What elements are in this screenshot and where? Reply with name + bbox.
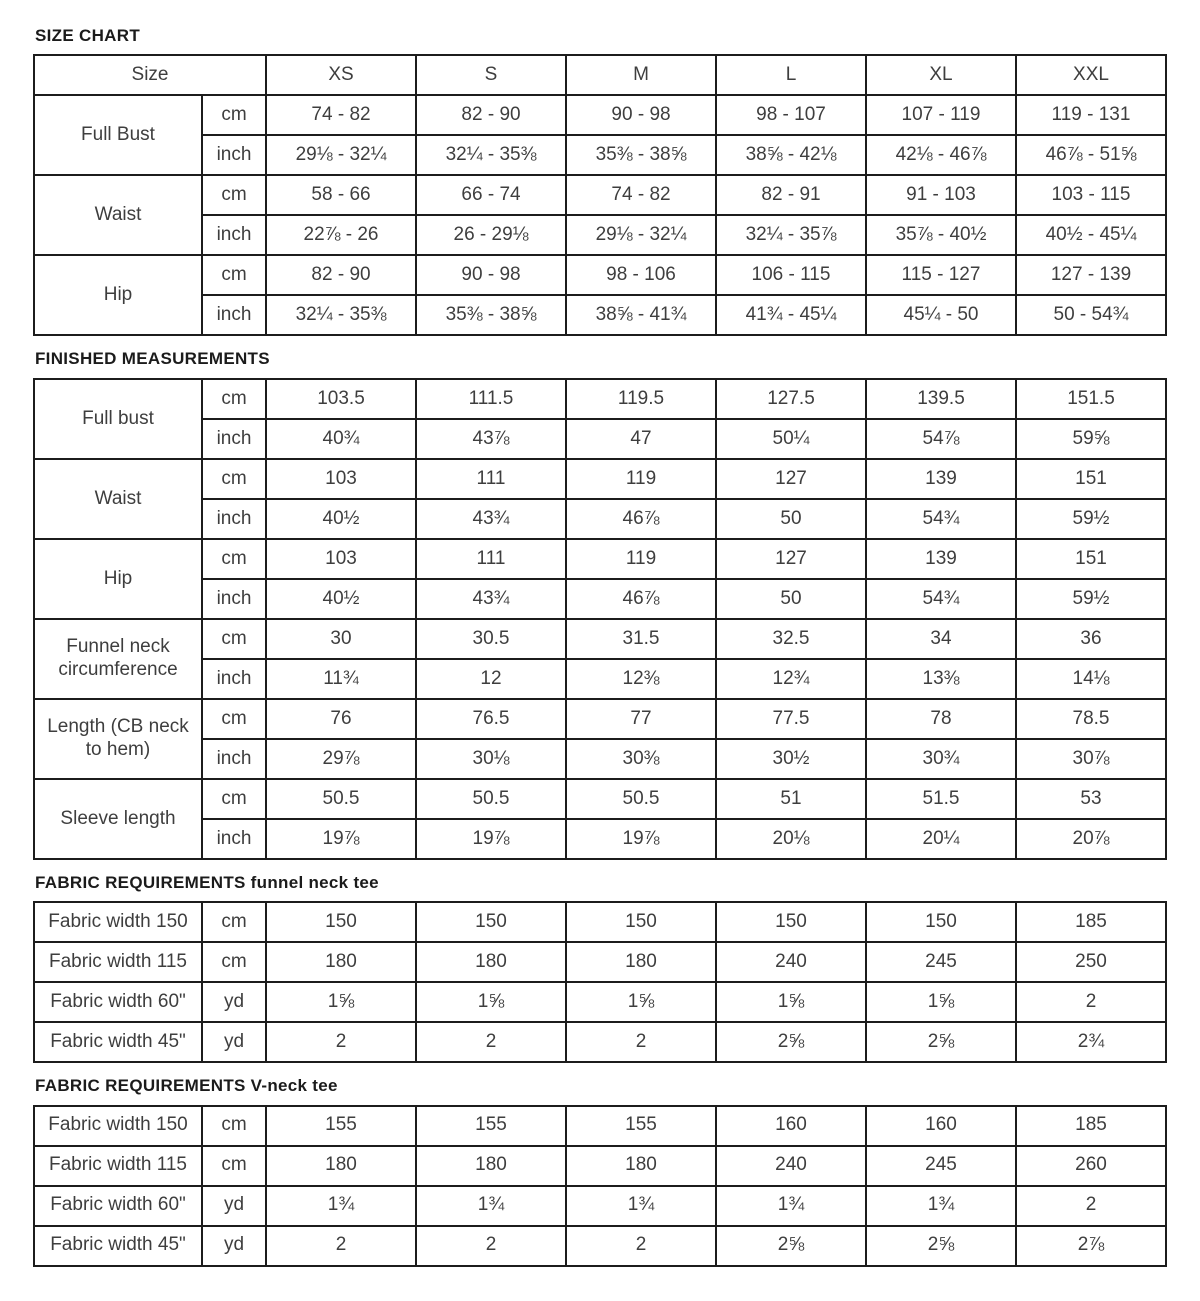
measurement-value: 50.5	[416, 779, 566, 819]
fabric-amount-value: 150	[416, 902, 566, 942]
unit-label: cm	[202, 1106, 266, 1146]
measurement-value: 45¼ - 50	[866, 295, 1016, 335]
fabric-amount-value: 155	[416, 1106, 566, 1146]
measurement-value: 90 - 98	[566, 95, 716, 135]
fabric-amount-value: 150	[866, 902, 1016, 942]
measurement-value: 51	[716, 779, 866, 819]
measurement-value: 35⅜ - 38⅝	[566, 135, 716, 175]
table-row	[34, 819, 1166, 859]
fabric-amount-value: 250	[1016, 942, 1166, 982]
measurement-value: 29⅛ - 32¼	[566, 215, 716, 255]
fabric-amount-value: 185	[1016, 902, 1166, 942]
measurement-value: 13⅜	[866, 659, 1016, 699]
measurement-value: 50	[716, 499, 866, 539]
measurement-value: 32¼ - 35⅜	[416, 135, 566, 175]
measurement-value: 29⅞	[266, 739, 416, 779]
measurement-value: 32¼ - 35⅜	[266, 295, 416, 335]
measurement-value: 31.5	[566, 619, 716, 659]
measurement-value: 139	[866, 539, 1016, 579]
measurement-value: 127 - 139	[1016, 255, 1166, 295]
measurement-value: 12¾	[716, 659, 866, 699]
measurement-value: 59½	[1016, 579, 1166, 619]
measurement-value: 35⅜ - 38⅝	[416, 295, 566, 335]
measurement-value: 54¾	[866, 579, 1016, 619]
unit-label: inch	[202, 215, 266, 255]
measurement-value: 30⅜	[566, 739, 716, 779]
section-size-chart	[33, 26, 1167, 336]
measurement-value: 50.5	[266, 779, 416, 819]
measurement-value: 119	[566, 539, 716, 579]
unit-label: inch	[202, 579, 266, 619]
fabric-amount-value: 1¾	[566, 1186, 716, 1226]
measurement-value: 43¾	[416, 579, 566, 619]
measurement-value: 59½	[1016, 499, 1166, 539]
measurement-value: 41¾ - 45¼	[716, 295, 866, 335]
measurement-value: 77.5	[716, 699, 866, 739]
fabric-amount-value: 150	[566, 902, 716, 942]
measurement-value: 19⅞	[416, 819, 566, 859]
measurement-value: 40¾	[266, 419, 416, 459]
size-column-header: XS	[266, 55, 416, 95]
table-row	[34, 739, 1166, 779]
section-finished-measurements	[33, 349, 1167, 859]
measurement-label: Hip	[34, 539, 202, 619]
fabric-amount-value: 155	[266, 1106, 416, 1146]
measurement-value: 50¼	[716, 419, 866, 459]
fabric-amount-value: 2	[1016, 1186, 1166, 1226]
measurement-value: 74 - 82	[266, 95, 416, 135]
fabric-amount-value: 2	[416, 1226, 566, 1266]
fabric-amount-value: 180	[566, 1146, 716, 1186]
measurement-value: 119 - 131	[1016, 95, 1166, 135]
fabric-amount-value: 245	[866, 1146, 1016, 1186]
table-row	[34, 659, 1166, 699]
unit-label: cm	[202, 699, 266, 739]
measurement-value: 59⅝	[1016, 419, 1166, 459]
section-fabric-requirements-vneck	[33, 1076, 1167, 1266]
measurement-value: 115 - 127	[866, 255, 1016, 295]
fabric-amount-value: 2⅝	[716, 1022, 866, 1062]
measurement-value: 30⅛	[416, 739, 566, 779]
measurement-label: Waist	[34, 175, 202, 255]
unit-label: yd	[202, 982, 266, 1022]
measurement-value: 127	[716, 459, 866, 499]
fabric-amount-value: 2	[1016, 982, 1166, 1022]
fabric-requirements-funnel-table	[33, 901, 1167, 1063]
table-row	[34, 215, 1166, 255]
fabric-requirements-vneck-table	[33, 1105, 1167, 1267]
measurement-value: 98 - 107	[716, 95, 866, 135]
measurement-value: 40½	[266, 499, 416, 539]
size-chart-table	[33, 54, 1167, 336]
table-row	[34, 1146, 1166, 1186]
unit-label: inch	[202, 659, 266, 699]
measurement-value: 82 - 90	[266, 255, 416, 295]
fabric-amount-value: 150	[266, 902, 416, 942]
measurement-value: 119	[566, 459, 716, 499]
unit-label: inch	[202, 295, 266, 335]
measurement-value: 42⅛ - 46⅞	[866, 135, 1016, 175]
table-row	[34, 1022, 1166, 1062]
measurement-value: 76	[266, 699, 416, 739]
measurement-value: 43¾	[416, 499, 566, 539]
measurement-value: 38⅝ - 41¾	[566, 295, 716, 335]
size-column-header: M	[566, 55, 716, 95]
measurement-label: Sleeve length	[34, 779, 202, 859]
measurement-value: 77	[566, 699, 716, 739]
fabric-amount-value: 185	[1016, 1106, 1166, 1146]
measurement-value: 82 - 91	[716, 175, 866, 215]
unit-label: cm	[202, 175, 266, 215]
table-row	[34, 1106, 1166, 1146]
fabric-width-label: Fabric width 150	[34, 902, 202, 942]
measurement-value: 32.5	[716, 619, 866, 659]
measurement-value: 119.5	[566, 379, 716, 419]
measurement-value: 139.5	[866, 379, 1016, 419]
measurement-value: 50	[716, 579, 866, 619]
measurement-value: 43⅞	[416, 419, 566, 459]
fabric-amount-value: 2¾	[1016, 1022, 1166, 1062]
fabric-amount-value: 180	[416, 1146, 566, 1186]
unit-label: inch	[202, 419, 266, 459]
measurement-value: 66 - 74	[416, 175, 566, 215]
fabric-amount-value: 240	[716, 942, 866, 982]
measurement-value: 107 - 119	[866, 95, 1016, 135]
unit-label: inch	[202, 819, 266, 859]
table-row	[34, 175, 1166, 215]
measurement-label: Length (CB neck to hem)	[34, 699, 202, 779]
measurement-value: 32¼ - 35⅞	[716, 215, 866, 255]
fabric-amount-value: 2⅞	[1016, 1226, 1166, 1266]
measurement-value: 106 - 115	[716, 255, 866, 295]
measurement-value: 30	[266, 619, 416, 659]
section-title: FABRIC REQUIREMENTS funnel neck tee	[35, 872, 379, 892]
table-row	[34, 1226, 1166, 1266]
fabric-amount-value: 180	[416, 942, 566, 982]
unit-label: cm	[202, 459, 266, 499]
fabric-amount-value: 1⅝	[266, 982, 416, 1022]
fabric-amount-value: 180	[566, 942, 716, 982]
table-row	[34, 1186, 1166, 1226]
unit-label: cm	[202, 1146, 266, 1186]
measurement-value: 11¾	[266, 659, 416, 699]
measurement-value: 54⅞	[866, 419, 1016, 459]
fabric-amount-value: 2⅝	[866, 1022, 1016, 1062]
measurement-value: 103	[266, 459, 416, 499]
measurement-value: 151.5	[1016, 379, 1166, 419]
measurement-value: 26 - 29⅛	[416, 215, 566, 255]
fabric-width-label: Fabric width 115	[34, 1146, 202, 1186]
fabric-amount-value: 1¾	[716, 1186, 866, 1226]
measurement-value: 151	[1016, 459, 1166, 499]
fabric-amount-value: 1¾	[416, 1186, 566, 1226]
table-row	[34, 419, 1166, 459]
fabric-amount-value: 2	[566, 1226, 716, 1266]
fabric-amount-value: 2	[416, 1022, 566, 1062]
measurement-label: Full bust	[34, 379, 202, 459]
table-row	[34, 539, 1166, 579]
size-column-header: L	[716, 55, 866, 95]
measurement-value: 82 - 90	[416, 95, 566, 135]
fabric-amount-value: 2	[266, 1226, 416, 1266]
section-title: FINISHED MEASUREMENTS	[35, 349, 270, 369]
measurement-value: 34	[866, 619, 1016, 659]
measurement-value: 19⅞	[566, 819, 716, 859]
measurement-value: 29⅛ - 32¼	[266, 135, 416, 175]
unit-label: cm	[202, 619, 266, 659]
unit-label: inch	[202, 135, 266, 175]
fabric-amount-value: 160	[716, 1106, 866, 1146]
measurement-value: 111	[416, 459, 566, 499]
size-column-header: XXL	[1016, 55, 1166, 95]
table-row	[34, 579, 1166, 619]
unit-label: yd	[202, 1226, 266, 1266]
size-header-label: Size	[34, 55, 266, 95]
fabric-width-label: Fabric width 115	[34, 942, 202, 982]
measurement-value: 14⅛	[1016, 659, 1166, 699]
measurement-value: 54¾	[866, 499, 1016, 539]
unit-label: cm	[202, 539, 266, 579]
unit-label: cm	[202, 902, 266, 942]
fabric-amount-value: 2⅝	[866, 1226, 1016, 1266]
measurement-value: 111	[416, 539, 566, 579]
measurement-value: 139	[866, 459, 1016, 499]
fabric-amount-value: 180	[266, 1146, 416, 1186]
measurement-value: 38⅝ - 42⅛	[716, 135, 866, 175]
measurement-value: 20⅛	[716, 819, 866, 859]
fabric-amount-value: 240	[716, 1146, 866, 1186]
measurement-label: Hip	[34, 255, 202, 335]
measurement-value: 74 - 82	[566, 175, 716, 215]
table-row	[34, 699, 1166, 739]
measurement-value: 12	[416, 659, 566, 699]
table-row	[34, 902, 1166, 942]
unit-label: cm	[202, 95, 266, 135]
measurement-label: Full Bust	[34, 95, 202, 175]
measurement-value: 103 - 115	[1016, 175, 1166, 215]
table-row	[34, 135, 1166, 175]
measurement-value: 78.5	[1016, 699, 1166, 739]
measurement-value: 22⅞ - 26	[266, 215, 416, 255]
finished-measurements-table	[33, 378, 1167, 860]
fabric-amount-value: 1¾	[266, 1186, 416, 1226]
table-row	[34, 295, 1166, 335]
fabric-amount-value: 2	[266, 1022, 416, 1062]
fabric-width-label: Fabric width 60"	[34, 1186, 202, 1226]
size-column-header: XL	[866, 55, 1016, 95]
measurement-value: 40½	[266, 579, 416, 619]
measurement-value: 30¾	[866, 739, 1016, 779]
fabric-amount-value: 1⅝	[566, 982, 716, 1022]
measurement-value: 127	[716, 539, 866, 579]
measurement-value: 50.5	[566, 779, 716, 819]
table-row	[34, 499, 1166, 539]
unit-label: cm	[202, 779, 266, 819]
table-row	[34, 379, 1166, 419]
measurement-value: 91 - 103	[866, 175, 1016, 215]
section-title: FABRIC REQUIREMENTS V-neck tee	[35, 1076, 338, 1096]
measurement-value: 20¼	[866, 819, 1016, 859]
fabric-amount-value: 155	[566, 1106, 716, 1146]
table-row	[34, 619, 1166, 659]
fabric-amount-value: 2⅝	[716, 1226, 866, 1266]
measurement-value: 46⅞	[566, 499, 716, 539]
fabric-amount-value: 1⅝	[416, 982, 566, 1022]
table-row	[34, 255, 1166, 295]
fabric-amount-value: 160	[866, 1106, 1016, 1146]
measurement-value: 76.5	[416, 699, 566, 739]
table-row	[34, 779, 1166, 819]
measurement-value: 35⅞ - 40½	[866, 215, 1016, 255]
measurement-value: 30⅞	[1016, 739, 1166, 779]
measurement-value: 51.5	[866, 779, 1016, 819]
measurement-value: 50 - 54¾	[1016, 295, 1166, 335]
fabric-amount-value: 150	[716, 902, 866, 942]
unit-label: yd	[202, 1022, 266, 1062]
measurement-value: 111.5	[416, 379, 566, 419]
measurement-value: 103	[266, 539, 416, 579]
fabric-amount-value: 1⅝	[716, 982, 866, 1022]
measurement-value: 98 - 106	[566, 255, 716, 295]
unit-label: yd	[202, 1186, 266, 1226]
size-header-row	[34, 55, 1166, 95]
measurement-value: 36	[1016, 619, 1166, 659]
table-row	[34, 982, 1166, 1022]
fabric-width-label: Fabric width 45"	[34, 1226, 202, 1266]
measurement-label: Waist	[34, 459, 202, 539]
size-column-header: S	[416, 55, 566, 95]
measurement-value: 47	[566, 419, 716, 459]
measurement-value: 58 - 66	[266, 175, 416, 215]
measurement-label: Funnel neck circumference	[34, 619, 202, 699]
fabric-amount-value: 180	[266, 942, 416, 982]
table-row	[34, 95, 1166, 135]
fabric-amount-value: 1⅝	[866, 982, 1016, 1022]
measurement-value: 90 - 98	[416, 255, 566, 295]
measurement-value: 46⅞ - 51⅝	[1016, 135, 1166, 175]
fabric-amount-value: 260	[1016, 1146, 1166, 1186]
fabric-width-label: Fabric width 45"	[34, 1022, 202, 1062]
fabric-amount-value: 245	[866, 942, 1016, 982]
unit-label: cm	[202, 379, 266, 419]
fabric-width-label: Fabric width 60"	[34, 982, 202, 1022]
measurement-value: 46⅞	[566, 579, 716, 619]
measurement-value: 30.5	[416, 619, 566, 659]
unit-label: inch	[202, 499, 266, 539]
measurement-value: 40½ - 45¼	[1016, 215, 1166, 255]
measurement-value: 12⅜	[566, 659, 716, 699]
unit-label: cm	[202, 942, 266, 982]
measurement-value: 103.5	[266, 379, 416, 419]
fabric-amount-value: 1¾	[866, 1186, 1016, 1226]
measurement-value: 30½	[716, 739, 866, 779]
unit-label: cm	[202, 255, 266, 295]
section-title: SIZE CHART	[35, 26, 140, 45]
measurement-value: 19⅞	[266, 819, 416, 859]
measurement-value: 127.5	[716, 379, 866, 419]
measurement-value: 53	[1016, 779, 1166, 819]
section-fabric-requirements-funnel	[33, 873, 1167, 1063]
measurement-value: 151	[1016, 539, 1166, 579]
measurement-value: 20⅞	[1016, 819, 1166, 859]
unit-label: inch	[202, 739, 266, 779]
table-row	[34, 459, 1166, 499]
fabric-width-label: Fabric width 150	[34, 1106, 202, 1146]
fabric-amount-value: 2	[566, 1022, 716, 1062]
measurement-value: 78	[866, 699, 1016, 739]
table-row	[34, 942, 1166, 982]
